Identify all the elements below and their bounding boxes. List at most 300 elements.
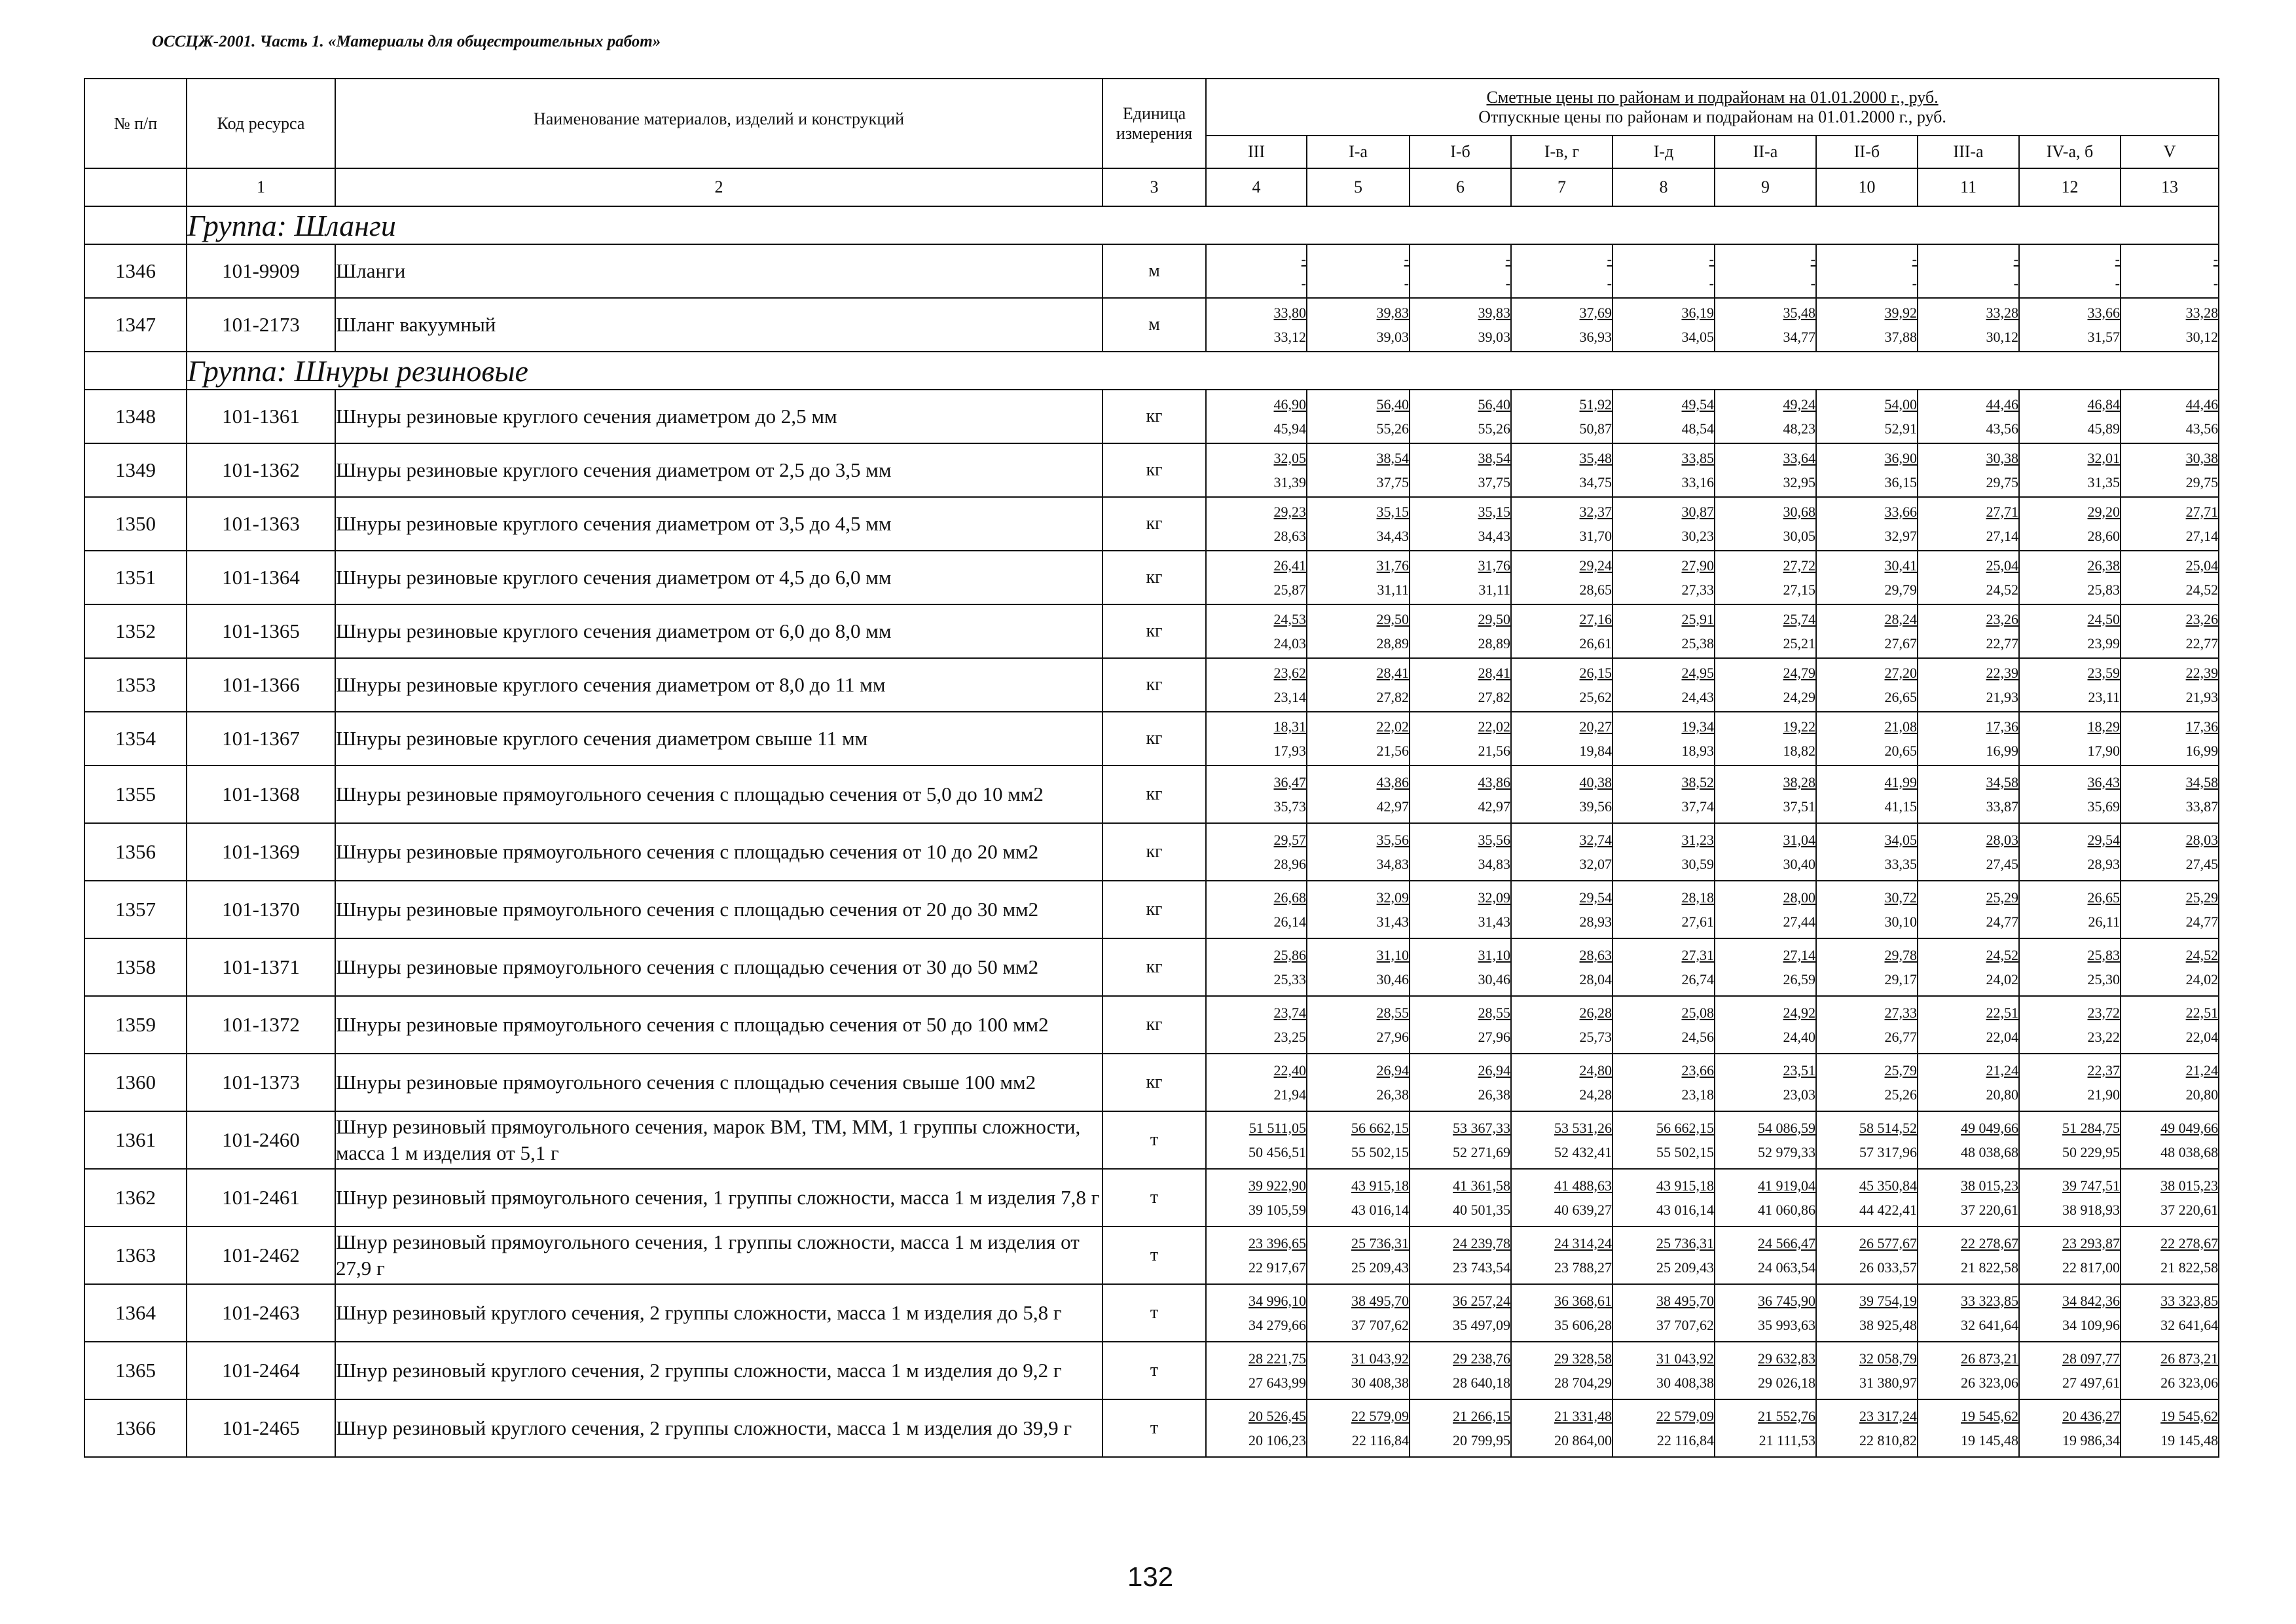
price-cell	[2019, 1227, 2121, 1284]
price-cell	[1918, 1227, 2019, 1284]
estimate-price: 32,37	[1579, 503, 1612, 520]
estimate-price: 26,68	[1273, 889, 1306, 906]
price-cell	[2121, 1227, 2219, 1284]
price-cell	[1410, 1054, 1511, 1111]
release-price: 52 271,69	[1453, 1143, 1510, 1160]
estimate-price: 21,08	[1884, 718, 1917, 735]
estimate-price: 19 545,62	[2160, 1407, 2219, 1424]
price-cell	[1206, 996, 1307, 1054]
price-cell	[1307, 497, 1410, 551]
row-number: 1356	[84, 823, 187, 881]
document-header: ОССЦЖ-2001. Часть 1. «Материалы для общестроительных работ»	[152, 33, 661, 50]
estimate-price: -	[1810, 250, 1815, 267]
price-cell	[1307, 298, 1410, 352]
estimate-price: 24 314,24	[1554, 1234, 1612, 1251]
price-cell	[1613, 604, 1715, 658]
price-cell	[2019, 766, 2121, 823]
estimate-price: 22 579,09	[1351, 1407, 1409, 1424]
estimate-price: 20 436,27	[2062, 1407, 2120, 1424]
estimate-price: 23,59	[2087, 664, 2120, 681]
unit-of-measure: т	[1102, 1342, 1206, 1399]
price-cell	[1715, 390, 1816, 443]
estimate-price: 17,36	[1986, 718, 2018, 735]
release-price: 34,05	[1681, 328, 1714, 345]
estimate-price: 43 915,18	[1656, 1177, 1714, 1194]
estimate-price: 22 579,09	[1656, 1407, 1714, 1424]
estimate-price: 36,43	[2087, 773, 2120, 790]
table-row	[84, 1111, 2219, 1169]
release-price: 20,65	[1884, 742, 1917, 759]
row-number: 1357	[84, 881, 187, 938]
price-cell	[1816, 996, 1918, 1054]
price-cell	[1206, 823, 1307, 881]
release-price: 57 317,96	[1859, 1143, 1917, 1160]
price-cell	[1307, 551, 1410, 604]
estimate-price: 26 873,21	[1961, 1350, 2018, 1367]
estimate-price: 30,68	[1783, 503, 1815, 520]
price-cell	[1816, 658, 1918, 712]
unit-of-measure: кг	[1102, 551, 1206, 604]
estimate-price: 32,74	[1579, 831, 1612, 848]
resource-code: 101-2462	[187, 1227, 335, 1284]
group-title: Группа: Шланги	[187, 206, 2219, 244]
resource-code: 101-1365	[187, 604, 335, 658]
estimate-price: 35,48	[1579, 449, 1612, 466]
estimate-price: 39 922,90	[1248, 1177, 1306, 1194]
release-price: 28,93	[2087, 855, 2120, 872]
price-cell	[1307, 766, 1410, 823]
table-row	[84, 443, 2219, 497]
price-cell	[1816, 823, 1918, 881]
row-number: 1354	[84, 712, 187, 766]
estimate-price: 56 662,15	[1656, 1119, 1714, 1136]
estimate-price: 34,05	[1884, 831, 1917, 848]
table-row	[84, 881, 2219, 938]
estimate-price: 25,74	[1783, 610, 1815, 627]
price-cell	[1410, 551, 1511, 604]
price-cell	[1410, 766, 1511, 823]
resource-code: 101-1368	[187, 766, 335, 823]
release-price: 37,74	[1681, 798, 1714, 815]
release-price: 48,23	[1783, 420, 1815, 437]
release-price: 28,93	[1579, 913, 1612, 930]
release-price: 37,88	[1884, 328, 1917, 345]
price-cell	[2019, 1169, 2121, 1227]
price-cell	[1206, 551, 1307, 604]
estimate-price: 26,15	[1579, 664, 1612, 681]
unit-of-measure: т	[1102, 1169, 1206, 1227]
release-price: 23,03	[1783, 1086, 1815, 1103]
column-number-cell: 12	[2019, 168, 2121, 206]
price-cell	[1816, 244, 1918, 298]
price-cell	[1410, 1111, 1511, 1169]
unit-of-measure: кг	[1102, 712, 1206, 766]
price-cell	[2019, 244, 2121, 298]
price-cell	[1918, 658, 2019, 712]
release-price: 25,38	[1681, 635, 1714, 652]
price-cell	[1511, 1342, 1613, 1399]
estimate-price: 21 266,15	[1453, 1407, 1510, 1424]
release-price: 26,74	[1681, 970, 1714, 987]
row-number: 1347	[84, 298, 187, 352]
release-price: 26,65	[1884, 688, 1917, 705]
price-cell	[1715, 1399, 1816, 1457]
price-cell	[1511, 497, 1613, 551]
price-cell	[1715, 658, 1816, 712]
price-cell	[1918, 1169, 2019, 1227]
price-cell	[2019, 1284, 2121, 1342]
release-price: 27,82	[1376, 688, 1409, 705]
estimate-price: 23,51	[1783, 1061, 1815, 1079]
release-price: 48 038,68	[2160, 1143, 2219, 1160]
price-cell	[1816, 604, 1918, 658]
release-price: 22 810,82	[1859, 1431, 1917, 1449]
resource-code: 101-1369	[187, 823, 335, 881]
estimate-price: 25 736,31	[1656, 1234, 1714, 1251]
estimate-price: 22,37	[2087, 1061, 2120, 1079]
unit-of-measure: м	[1102, 298, 1206, 352]
estimate-price: 49 049,66	[2160, 1119, 2219, 1136]
estimate-price: 21 331,48	[1554, 1407, 1612, 1424]
release-price: 24,77	[2185, 913, 2219, 930]
release-price: 30,12	[1986, 328, 2018, 345]
table-row	[84, 996, 2219, 1054]
release-price: 48,54	[1681, 420, 1714, 437]
estimate-price: 36,19	[1681, 304, 1714, 321]
release-price: 34,43	[1478, 527, 1510, 544]
estimate-price: 31 043,92	[1656, 1350, 1714, 1367]
estimate-price: 31,04	[1783, 831, 1815, 848]
release-price: 27,82	[1478, 688, 1510, 705]
estimate-price: 25,29	[1986, 889, 2018, 906]
price-cell	[2121, 712, 2219, 766]
price-cell	[1816, 881, 1918, 938]
release-price: 26,59	[1783, 970, 1815, 987]
price-cell	[2019, 551, 2121, 604]
release-price: 24,52	[1986, 581, 2018, 598]
estimate-price: 30,87	[1681, 503, 1714, 520]
row-number: 1349	[84, 443, 187, 497]
estimate-price: 22,51	[1986, 1004, 2018, 1021]
price-cell	[1816, 1111, 1918, 1169]
price-cell	[1715, 1054, 1816, 1111]
release-price: 32,07	[1579, 855, 1612, 872]
estimate-price: 26,28	[1579, 1004, 1612, 1021]
column-number-cell: 7	[1511, 168, 1613, 206]
release-price: 25,30	[2087, 970, 2120, 987]
estimate-price: 26,65	[2087, 889, 2120, 906]
price-cell	[2121, 881, 2219, 938]
row-number: 1364	[84, 1284, 187, 1342]
estimate-price: 23,72	[2087, 1004, 2120, 1021]
estimate-price: 31 043,92	[1351, 1350, 1409, 1367]
price-cell	[1511, 1227, 1613, 1284]
release-price: 32 641,64	[1961, 1316, 2018, 1333]
price-cell	[1918, 766, 2019, 823]
price-cell	[1918, 497, 2019, 551]
estimate-price: 27,20	[1884, 664, 1917, 681]
release-price: 29,75	[2185, 473, 2219, 490]
price-cell	[1816, 766, 1918, 823]
estimate-price: 24,92	[1783, 1004, 1815, 1021]
release-price: 34,83	[1478, 855, 1510, 872]
table-row	[84, 1169, 2219, 1227]
price-cell	[1816, 712, 1918, 766]
price-cell	[1410, 1399, 1511, 1457]
price-cell	[1816, 1284, 1918, 1342]
estimate-price: 33,66	[2087, 304, 2120, 321]
release-price: 26,11	[2088, 913, 2120, 930]
price-title-release: Отпускные цены по районам и подрайонам на 01.01.2000 г., руб.	[1478, 107, 1946, 126]
table-row	[84, 497, 2219, 551]
release-price: -	[1301, 274, 1306, 291]
release-price: 50 229,95	[2062, 1143, 2120, 1160]
estimate-price: 38 015,23	[1961, 1177, 2018, 1194]
release-price: 25,73	[1579, 1028, 1612, 1045]
release-price: 29,79	[1884, 581, 1917, 598]
price-cell	[1715, 244, 1816, 298]
release-price: 25,87	[1273, 581, 1306, 598]
price-cell	[2019, 497, 2121, 551]
price-cell	[1206, 1169, 1307, 1227]
unit-of-measure: кг	[1102, 390, 1206, 443]
release-price: 40 639,27	[1554, 1201, 1612, 1218]
resource-code: 101-9909	[187, 244, 335, 298]
release-price: 37 220,61	[2160, 1201, 2219, 1218]
price-cell	[2121, 996, 2219, 1054]
price-cell	[2121, 658, 2219, 712]
release-price: 52 979,33	[1758, 1143, 1815, 1160]
estimate-price: 23,26	[1986, 610, 2018, 627]
table-row	[84, 766, 2219, 823]
release-price: 24,03	[1273, 635, 1306, 652]
estimate-price: 29,50	[1376, 610, 1409, 627]
release-price: 16,99	[2185, 742, 2219, 759]
release-price: 25,21	[1783, 635, 1815, 652]
estimate-price: 25,91	[1681, 610, 1714, 627]
release-price: 30 408,38	[1656, 1374, 1714, 1391]
release-price: 28,04	[1579, 970, 1612, 987]
price-cell	[1511, 390, 1613, 443]
price-cell	[1307, 604, 1410, 658]
price-cell	[1918, 1054, 2019, 1111]
material-name: Шнур резиновый круглого сечения, 2 группы сложности, масса 1 м изделия до 5,8 г	[335, 1284, 1102, 1342]
release-price: 27,96	[1478, 1028, 1510, 1045]
price-cell	[1918, 1342, 2019, 1399]
estimate-price: 49,24	[1783, 396, 1815, 413]
estimate-price: 32,05	[1273, 449, 1306, 466]
release-price: 23,11	[2088, 688, 2120, 705]
price-cell	[1715, 766, 1816, 823]
row-number: 1353	[84, 658, 187, 712]
estimate-price: 41 919,04	[1758, 1177, 1815, 1194]
region-header: III-а	[1918, 136, 2019, 168]
row-number: 1348	[84, 390, 187, 443]
release-price: 23,14	[1273, 688, 1306, 705]
estimate-price: 28,03	[1986, 831, 2018, 848]
release-price: 43,56	[2185, 420, 2219, 437]
release-price: 39,03	[1376, 328, 1409, 345]
price-cell	[1816, 390, 1918, 443]
price-cell	[1206, 390, 1307, 443]
price-cell	[1613, 1227, 1715, 1284]
price-cell	[1918, 881, 2019, 938]
price-cell	[1918, 1284, 2019, 1342]
price-cell	[1816, 551, 1918, 604]
release-price: 38 925,48	[1859, 1316, 1917, 1333]
estimate-price: 25,79	[1884, 1061, 1917, 1079]
release-price: 22,04	[2185, 1028, 2219, 1045]
estimate-price: 41 361,58	[1453, 1177, 1510, 1194]
estimate-price: 37,69	[1579, 304, 1612, 321]
material-name: Шнуры резиновые круглого сечения диаметром от 8,0 до 11 мм	[335, 658, 1102, 712]
estimate-price: 27,14	[1783, 946, 1815, 963]
estimate-price: 32,09	[1376, 889, 1409, 906]
material-name: Шнуры резиновые круглого сечения диаметром от 4,5 до 6,0 мм	[335, 551, 1102, 604]
estimate-price: 39,92	[1884, 304, 1917, 321]
price-cell	[1410, 658, 1511, 712]
material-name: Шнуры резиновые прямоугольного сечения с площадью сечения от 10 до 20 мм2	[335, 823, 1102, 881]
price-cell	[2019, 1342, 2121, 1399]
table-row	[84, 298, 2219, 352]
estimate-price: 30,72	[1884, 889, 1917, 906]
price-cell	[1715, 298, 1816, 352]
release-price: 25,83	[2087, 581, 2120, 598]
estimate-price: 29 328,58	[1554, 1350, 1612, 1367]
estimate-price: 28,55	[1478, 1004, 1510, 1021]
estimate-price: 33,80	[1273, 304, 1306, 321]
price-cell	[1206, 244, 1307, 298]
estimate-price: 24,50	[2087, 610, 2120, 627]
row-number: 1358	[84, 938, 187, 996]
estimate-price: 20 526,45	[1248, 1407, 1306, 1424]
price-cell	[1206, 604, 1307, 658]
price-cell	[1511, 443, 1613, 497]
price-cell	[1206, 1399, 1307, 1457]
estimate-price: 33 323,85	[2160, 1292, 2219, 1309]
estimate-price: 25,04	[2185, 557, 2219, 574]
price-cell	[1715, 497, 1816, 551]
release-price: 28,65	[1579, 581, 1612, 598]
release-price: 28,96	[1273, 855, 1306, 872]
release-price: 35 993,63	[1758, 1316, 1815, 1333]
release-price: 22,77	[2185, 635, 2219, 652]
region-header: II-а	[1715, 136, 1816, 168]
release-price: 40 501,35	[1453, 1201, 1510, 1218]
release-price: 17,93	[1273, 742, 1306, 759]
release-price: -	[1709, 274, 1714, 291]
release-price: 34 279,66	[1248, 1316, 1306, 1333]
release-price: 22,04	[1986, 1028, 2018, 1045]
estimate-price: 27,71	[1986, 503, 2018, 520]
release-price: 35,73	[1273, 798, 1306, 815]
release-price: 37,75	[1478, 473, 1510, 490]
price-cell	[1410, 390, 1511, 443]
release-price: 30 408,38	[1351, 1374, 1409, 1391]
estimate-price: 54,00	[1884, 396, 1917, 413]
estimate-price: 32,09	[1478, 889, 1510, 906]
release-price: 42,97	[1376, 798, 1409, 815]
estimate-price: 35,15	[1376, 503, 1409, 520]
release-price: 20,80	[1986, 1086, 2018, 1103]
estimate-price: 23 396,65	[1248, 1234, 1306, 1251]
price-cell	[1206, 1227, 1307, 1284]
column-number-cell: 4	[1206, 168, 1307, 206]
release-price: 30,46	[1478, 970, 1510, 987]
release-price: 27 497,61	[2062, 1374, 2120, 1391]
price-cell	[1206, 1342, 1307, 1399]
release-price: 55 502,15	[1351, 1143, 1409, 1160]
price-cell	[2121, 938, 2219, 996]
estimate-price: 51 511,05	[1248, 1119, 1306, 1136]
estimate-price: 35,48	[1783, 304, 1815, 321]
price-table	[84, 78, 2219, 1458]
estimate-price: 40,38	[1579, 773, 1612, 790]
release-price: 19 145,48	[2160, 1431, 2219, 1449]
release-price: 32,95	[1783, 473, 1815, 490]
price-cell	[1918, 1111, 2019, 1169]
table-row	[84, 1342, 2219, 1399]
release-price: 23,25	[1273, 1028, 1306, 1045]
material-name: Шнуры резиновые прямоугольного сечения с площадью сечения от 20 до 30 мм2	[335, 881, 1102, 938]
release-price: 26 323,06	[2160, 1374, 2219, 1391]
release-price: 17,90	[2087, 742, 2120, 759]
release-price: 20,80	[2185, 1086, 2219, 1103]
estimate-price: 53 531,26	[1554, 1119, 1612, 1136]
material-name: Шнур резиновый круглого сечения, 2 группы сложности, масса 1 м изделия до 9,2 г	[335, 1342, 1102, 1399]
price-cell	[1816, 938, 1918, 996]
release-price: 34,77	[1783, 328, 1815, 345]
release-price: 33,87	[2185, 798, 2219, 815]
release-price: 22 917,67	[1248, 1259, 1306, 1276]
price-cell	[2019, 881, 2121, 938]
price-cell	[1613, 1342, 1715, 1399]
release-price: 29,17	[1884, 970, 1917, 987]
price-cell	[1918, 390, 2019, 443]
price-cell	[1511, 881, 1613, 938]
price-cell	[1613, 823, 1715, 881]
release-price: 21 822,58	[2160, 1259, 2219, 1276]
price-cell	[1511, 1284, 1613, 1342]
material-name: Шнуры резиновые круглого сечения диаметром от 6,0 до 8,0 мм	[335, 604, 1102, 658]
release-price: 20 799,95	[1453, 1431, 1510, 1449]
price-cell	[1613, 938, 1715, 996]
estimate-price: 29,54	[2087, 831, 2120, 848]
table-row	[84, 1284, 2219, 1342]
release-price: 34,43	[1376, 527, 1409, 544]
price-cell	[1715, 551, 1816, 604]
estimate-price: 34 996,10	[1248, 1292, 1306, 1309]
estimate-price: 44,46	[2185, 396, 2219, 413]
material-name: Шнуры резиновые круглого сечения диаметром до 2,5 мм	[335, 390, 1102, 443]
release-price: 24,40	[1783, 1028, 1815, 1045]
price-cell	[1715, 1111, 1816, 1169]
material-name: Шланги	[335, 244, 1102, 298]
release-price: 30,12	[2185, 328, 2219, 345]
material-name: Шнуры резиновые прямоугольного сечения с площадью сечения от 50 до 100 мм2	[335, 996, 1102, 1054]
price-cell	[2019, 390, 2121, 443]
release-price: 27,15	[1783, 581, 1815, 598]
release-price: 30,10	[1884, 913, 1917, 930]
estimate-price: 29 632,83	[1758, 1350, 1815, 1367]
price-cell	[1613, 551, 1715, 604]
release-price: 33,12	[1273, 328, 1306, 345]
estimate-price: 39 747,51	[2062, 1177, 2120, 1194]
release-price: 32 641,64	[2160, 1316, 2219, 1333]
estimate-price: 35,56	[1376, 831, 1409, 848]
price-cell	[1918, 823, 2019, 881]
column-number-cell: 3	[1102, 168, 1206, 206]
